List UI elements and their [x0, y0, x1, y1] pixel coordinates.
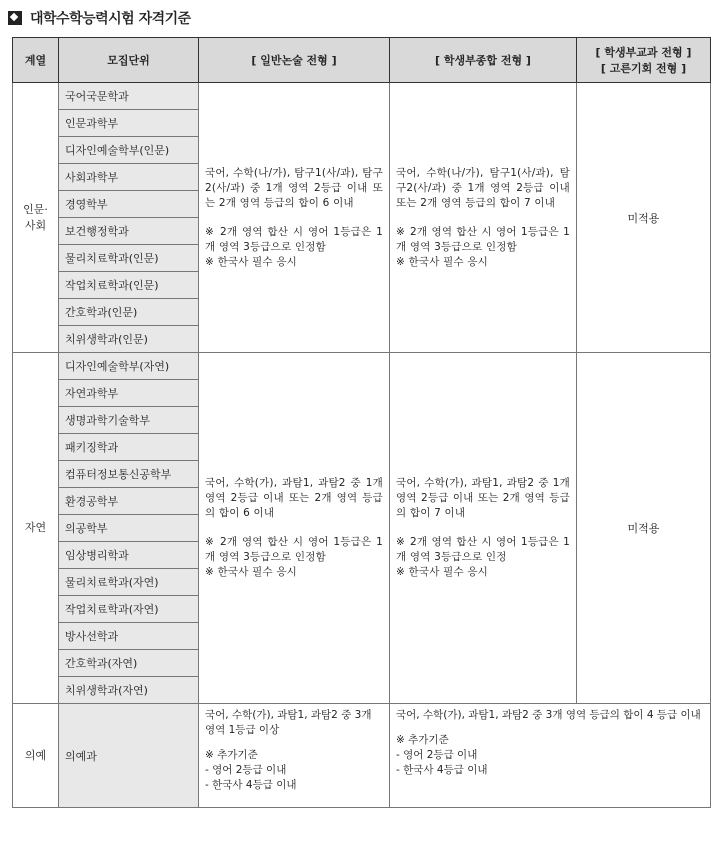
- unit-cell: 디자인예술학부(자연): [59, 353, 199, 380]
- header-subject-line1: [ 학생부교과 전형 ]: [595, 46, 692, 59]
- criteria-line: - 한국사 4등급 이내: [205, 779, 297, 791]
- criteria-line: - 한국사 4등급 이내: [396, 764, 488, 776]
- criteria-line: - 영어 2등급 이내: [396, 749, 478, 761]
- unit-cell: 물리치료학과(인문): [59, 245, 199, 272]
- unit-cell: 치위생학과(자연): [59, 677, 199, 704]
- unit-cell: 방사선학과: [59, 623, 199, 650]
- criteria-note: ※ 2개 영역 합산 시 영어 1등급은 1개 영역 3등급으로 인정함: [396, 225, 570, 253]
- medical-other-criteria: [390, 704, 711, 808]
- natural-comprehensive-criteria: [390, 353, 577, 704]
- unit-cell: 의예과: [59, 704, 199, 808]
- unit-cell: 작업치료학과(인문): [59, 272, 199, 299]
- unit-cell: 임상병리학과: [59, 542, 199, 569]
- header-comprehensive: [ 학생부종합 전형 ]: [390, 38, 577, 83]
- table-row: [13, 353, 711, 380]
- category-natural: 자연: [13, 353, 59, 704]
- criteria-note: ※ 2개 영역 합산 시 영어 1등급은 1개 영역 3등급으로 인정: [396, 536, 570, 563]
- criteria-main: 국어, 수학(나/가), 탐구1(사/과), 탐구2(사/과) 중 1개 영역 2등급 이내 또는 2개 영역 등급의 합이 6 이내: [205, 166, 383, 209]
- category-humanities: [13, 83, 59, 353]
- criteria-main: 국어, 수학(가), 과탐1, 과탐2 중 1개 영역 2등급 이내 또는 2개 영역 등급의 합이 6 이내: [205, 477, 383, 519]
- header-subject-equal: [577, 38, 711, 83]
- header-category: 계열: [13, 38, 59, 83]
- criteria-main: 국어, 수학(가), 과탐1, 과탐2 중 1개 영역 2등급 이내 또는 2개 영역 등급의 합이 7 이내: [396, 477, 570, 519]
- category-medical: 의예: [13, 704, 59, 808]
- criteria-note: ※ 2개 영역 합산 시 영어 1등급은 1개 영역 3등급으로 인정함: [205, 225, 383, 253]
- unit-cell: 국어국문학과: [59, 83, 199, 110]
- unit-cell: 물리치료학과(자연): [59, 569, 199, 596]
- unit-cell: 디자인예술학부(인문): [59, 137, 199, 164]
- unit-cell: 사회과학부: [59, 164, 199, 191]
- criteria-note: ※ 한국사 필수 응시: [205, 255, 298, 268]
- criteria-main: 국어, 수학(가), 과탐1, 과탐2 중 3개 영역 등급의 합이 4 등급 이내: [396, 709, 701, 721]
- criteria-note: ※ 한국사 필수 응시: [205, 566, 298, 578]
- criteria-note: ※ 2개 영역 합산 시 영어 1등급은 1개 영역 3등급으로 인정함: [205, 536, 383, 563]
- header-subject-line2: [ 고른기회 전형 ]: [600, 62, 687, 75]
- unit-cell: 컴퓨터정보통신공학부: [59, 461, 199, 488]
- natural-general-criteria: [199, 353, 390, 704]
- page-title-row: [8, 8, 191, 28]
- criteria-note: ※ 한국사 필수 응시: [396, 566, 489, 578]
- unit-cell: 보건행정학과: [59, 218, 199, 245]
- criteria-main: 국어, 수학(가), 과탐1, 과탐2 중 3개 영역 1등급 이상: [205, 709, 372, 736]
- page-title: 대학수학능력시험 자격기준: [30, 11, 191, 27]
- table-row: [13, 704, 711, 808]
- unit-cell: 자연과학부: [59, 380, 199, 407]
- header-general-essay: [ 일반논술 전형 ]: [199, 38, 390, 83]
- unit-cell: 환경공학부: [59, 488, 199, 515]
- humanities-general-criteria: [199, 83, 390, 353]
- unit-cell: 치위생학과(인문): [59, 326, 199, 353]
- table-header-row: [13, 38, 711, 83]
- unit-cell: 의공학부: [59, 515, 199, 542]
- unit-cell: 패키징학과: [59, 434, 199, 461]
- criteria-line: - 영어 2등급 이내: [205, 764, 287, 776]
- criteria-note: ※ 한국사 필수 응시: [396, 255, 489, 268]
- criteria-table: [12, 37, 711, 808]
- natural-subject-na: 미적용: [577, 353, 711, 704]
- medical-general-criteria: [199, 704, 390, 808]
- humanities-comprehensive-criteria: [390, 83, 577, 353]
- unit-cell: 인문과학부: [59, 110, 199, 137]
- unit-cell: 경영학부: [59, 191, 199, 218]
- criteria-note-title: ※ 추가기준: [396, 734, 449, 746]
- table-row: [13, 83, 711, 110]
- criteria-main: 국어, 수학(나/가), 탐구1(사/과), 탐구2(사/과) 중 1개 영역 2등급 이내 또는 2개 영역 등급의 합이 7 이내: [396, 166, 570, 209]
- unit-cell: 간호학과(자연): [59, 650, 199, 677]
- humanities-subject-na: 미적용: [577, 83, 711, 353]
- category-label: 인문·사회: [23, 202, 48, 232]
- unit-cell: 생명과학기술학부: [59, 407, 199, 434]
- header-unit: 모집단위: [59, 38, 199, 83]
- unit-cell: 간호학과(인문): [59, 299, 199, 326]
- diamond-bullet-icon: [8, 11, 22, 25]
- unit-cell: 작업치료학과(자연): [59, 596, 199, 623]
- criteria-note-title: ※ 추가기준: [205, 749, 258, 761]
